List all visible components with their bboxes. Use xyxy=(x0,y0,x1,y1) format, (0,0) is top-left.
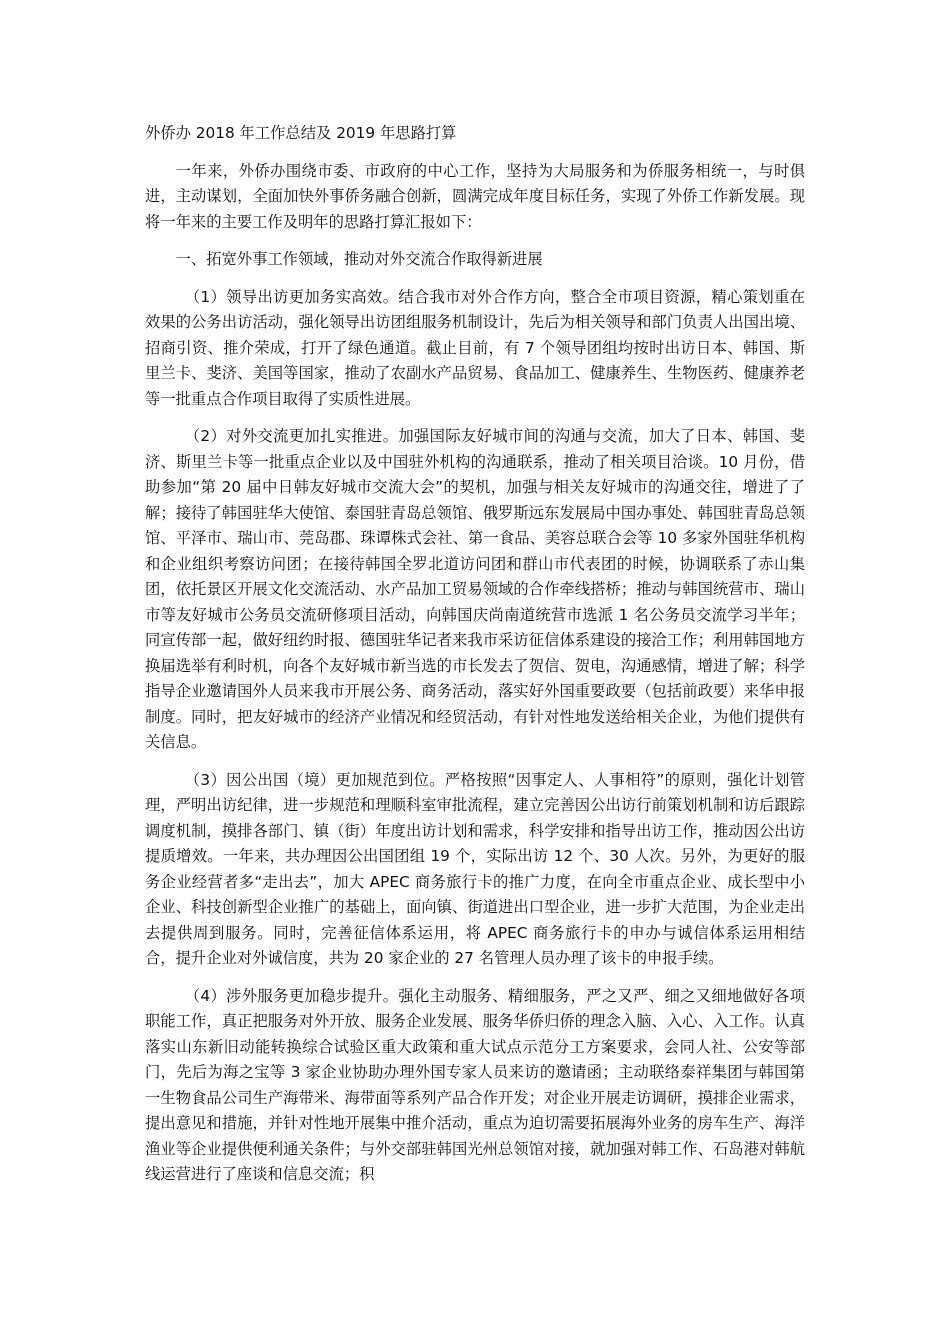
item-paragraph-4: （4）涉外服务更加稳步提升。强化主动服务、精细服务，严之又严、细之又细地做好各项职能工作，真正把服务对外开放、服务企业发展、服务华侨归侨的理念入脑、入心、入工作。认真落实山东新旧动能转换综合试验区重大政策和重大试点示范分工方案要求，会同人社、公安等部门，先后为海之宝等 3 家企业协助办理外国专家人员来访的邀请函；主动联络泰祥集团与韩国第一生物食品公司生产海带米、海带面等系列产品合作开发；对企业开展走访调研，摸排企业需求，提出意见和措施，并针对性地开展集中推介活动，重点为迫切需要拓展海外业务的房车生产、海洋渔业等企业提供便利通关条件；与外交部驻韩国光州总领馆对接，就加强对韩工作、石岛港对韩航线运营进行了座谈和信息交流；积 xyxy=(145,986,805,1183)
intro-paragraph: 一年来，外侨办围绕市委、市政府的中心工作，坚持为大局服务和为侨服务相统一，与时俱进，主动谋划，全面加快外事侨务融合创新，圆满完成年度目标任务，实现了外侨工作新发展。现将一年来的主要工作及明年的思路打算汇报如下： xyxy=(145,161,805,231)
item-paragraph-1: （1）领导出访更加务实高效。结合我市对外合作方向，整合全市项目资源，精心策划重在效果的公务出访活动，强化领导出访团组服务机制设计，先后为相关领导和部门负责人出国出境、招商引资、推介荣成，打开了绿色通道。截止目前，有 7 个领导团组均按时出访日本、韩国、斯里兰卡、斐济、美国等国家，推动了农副水产品贸易、食品加工、健康养生、生物医药、健康养老等一批重点合作项目取得了实质性进展。 xyxy=(145,287,805,408)
section-heading-1: 一、拓宽外事工作领域，推动对外交流合作取得新进展 xyxy=(175,250,543,268)
document-title: 外侨办 2018 年工作总结及 2019 年思路打算 xyxy=(145,124,457,142)
document-page xyxy=(145,121,805,1200)
item-paragraph-3: （3）因公出国（境）更加规范到位。严格按照“因事定人、人事相符”的原则，强化计划管理，严明出访纪律，进一步规范和理顺科室审批流程，建立完善因公出访行前策划机制和访后跟踪调度机制，摸排各部门、镇（街）年度出访计划和需求，科学安排和指导出访工作，推动因公出访提质增效。一年来，共办理因公出国团组 19 个，实际出访 12 个、30 人次。另外，为更好的服务企业经营者多“走出去”，加大 APEC 商务旅行卡的推广力度，在向全市重点企业、成长型中小企业、科技创新型企业推广的基础上，面向镇、街道进出口型企业，进一步扩大范围，为企业走出去提供周到服务。同时，完善征信体系运用，将 APEC 商务旅行卡的申办与诚信体系运用相结合，提升企业对外诚信度，共为 20 家企业的 27 名管理人员办理了该卡的申报手续。 xyxy=(145,770,805,967)
item-paragraph-2: （2）对外交流更加扎实推进。加强国际友好城市间的沟通与交流，加大了日本、韩国、斐济、斯里兰卡等一批重点企业以及中国驻外机构的沟通联系，推动了相关项目洽谈。10 月份，借助参加“第 20 届中日韩友好城市交流大会”的契机，加强与相关友好城市的沟通交往，增进了了解；接待了韩国驻华大使馆、泰国驻青岛总领馆、俄罗斯远东发展局中国办事处、韩国驻青岛总领馆、平泽市、瑞山市、莞岛郡、珠谭株式会社、第一食品、美容总联合会等 10 多家外国驻华机构和企业组织考察访问团；在接待韩国全罗北道访问团和群山市代表团的时候，协调联系了赤山集团，依托景区开展文化交流活动、水产品加工贸易领域的合作牵线搭桥；推动与韩国统营市、瑞山市等友好城市公务员交流研修项目活动，向韩国庆尚南道统营市选派 1 名公务员交流学习半年；同宣传部一起，做好纽约时报、德国驻华记者来我市采访征信体系建设的接洽工作；利用韩国地方换届选举有利时机，向各个友好城市新当选的市长发去了贺信、贺电，沟通感情，增进了解；科学指导企业邀请国外人员来我市开展公务、商务活动，落实好外国重要政要（包括前政要）来华申报制度。同时，把友好城市的经济产业情况和经贸活动，有针对性地发送给相关企业，为他们提供有关信息。 xyxy=(145,427,805,751)
